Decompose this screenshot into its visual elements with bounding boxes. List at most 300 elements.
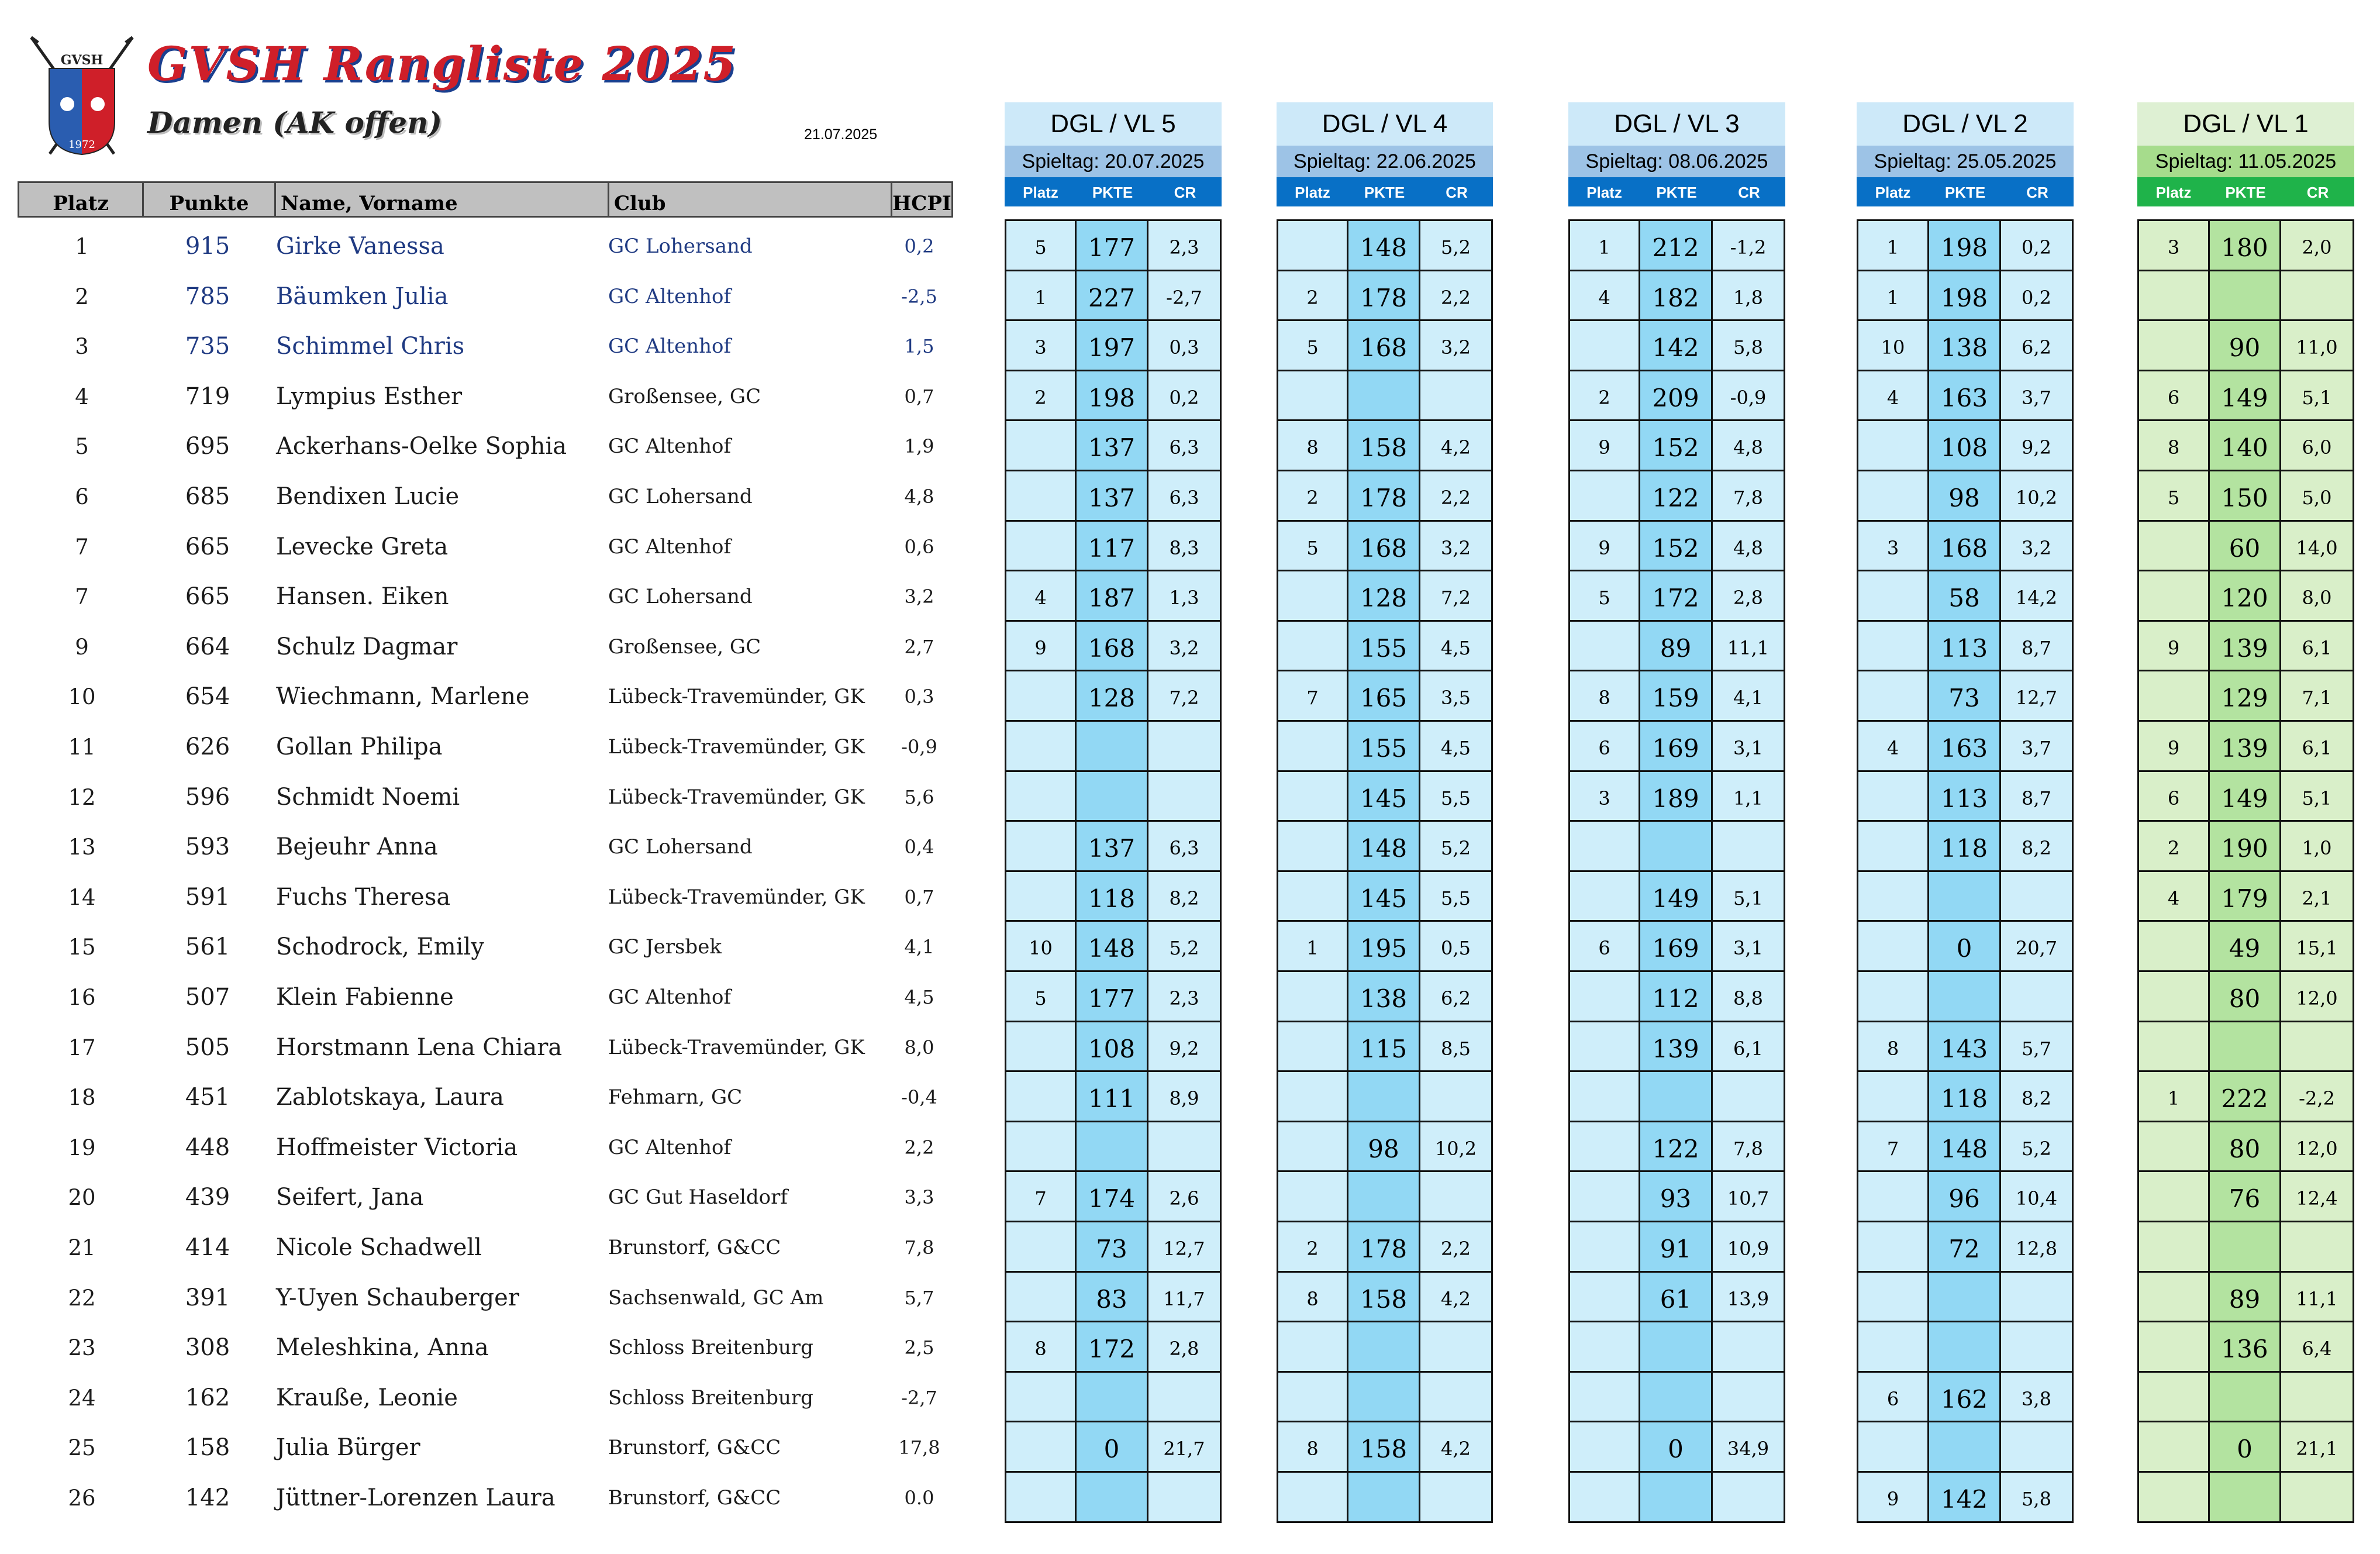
event-pkte-cell [2208, 1021, 2281, 1073]
rank-cell: 23 [68, 1335, 96, 1361]
points-cell: 391 [185, 1284, 230, 1311]
event-pkte-cell: 195 [1347, 920, 1420, 972]
event-pkte-cell: 168 [1927, 520, 2001, 572]
event-cr-cell: 6,0 [2279, 419, 2354, 471]
event-platz-cell [1005, 1021, 1077, 1073]
hcpi-cell: -0,9 [901, 736, 937, 758]
event-cr-cell: 14,2 [1999, 570, 2074, 622]
event-platz-cell [1277, 870, 1348, 922]
event-pkte-cell: 149 [2208, 370, 2281, 422]
points-cell: 439 [185, 1184, 230, 1211]
event-platz-cell [1857, 1070, 1929, 1122]
event-cr-cell: 11,1 [1711, 620, 1785, 672]
event-platz-cell: 4 [1568, 270, 1640, 322]
event-cr-cell: 1,0 [2279, 820, 2354, 872]
event-platz-cell: 9 [1005, 620, 1077, 672]
event-cr-cell: 2,1 [2279, 870, 2354, 922]
event-platz-cell: 8 [2137, 419, 2210, 471]
event-cr-cell: 8,3 [1147, 520, 1222, 572]
event-column-header: CR [1738, 184, 1760, 201]
event-pkte-cell: 80 [2208, 970, 2281, 1022]
player-name: Girke Vanessa [276, 233, 444, 260]
event-platz-cell: 5 [2137, 470, 2210, 522]
event-cr-cell: 1,1 [1711, 770, 1785, 822]
player-name: Wiechmann, Marlene [276, 683, 530, 711]
event-pkte-cell: 145 [1347, 870, 1420, 922]
club-name: GC Altenhof [608, 284, 732, 308]
player-name: Julia Bürger [276, 1434, 420, 1462]
event-cr-cell: 1,8 [1711, 270, 1785, 322]
event-cr-cell: 3,7 [1999, 370, 2074, 422]
column-header-hcpi: HCPI [892, 192, 951, 215]
event-pkte-cell: 128 [1075, 670, 1148, 722]
event-column-header: Platz [1875, 184, 1911, 201]
event-column-header: PKTE [1092, 184, 1133, 201]
event-column-header: CR [1174, 184, 1196, 201]
event-column-headers [2137, 177, 2354, 206]
event-cr-cell: 6,1 [2279, 720, 2354, 772]
event-platz-cell: 9 [2137, 720, 2210, 772]
event-column-header: PKTE [1944, 184, 1986, 201]
event-cr-cell: 5,1 [2279, 770, 2354, 822]
player-name: Bäumken Julia [276, 282, 449, 310]
event-platz-cell [2137, 1021, 2210, 1073]
event-cr-cell: -2,2 [2279, 1070, 2354, 1122]
event-platz-cell [1277, 1471, 1348, 1523]
event-pkte-cell: 76 [2208, 1170, 2281, 1222]
event-cr-cell: 11,1 [2279, 1271, 2354, 1323]
event-platz-cell [2137, 1271, 2210, 1323]
event-platz-cell [1277, 1321, 1348, 1373]
event-platz-cell [1005, 670, 1077, 722]
event-platz-cell [2137, 1121, 2210, 1173]
event-pkte-cell [1639, 1070, 1713, 1122]
event-pkte-cell: 93 [1639, 1170, 1713, 1222]
player-name: Bejeuhr Anna [276, 833, 438, 861]
hcpi-cell: 0,6 [904, 535, 934, 558]
player-name: Schodrock, Emily [276, 933, 484, 961]
event-platz-cell [1005, 419, 1077, 471]
event-platz-cell: 8 [1277, 419, 1348, 471]
event-platz-cell [1568, 1170, 1640, 1222]
points-cell: 665 [185, 583, 230, 611]
event-pkte-cell: 180 [2208, 219, 2281, 271]
event-cr-cell: 0,2 [1999, 219, 2074, 271]
event-pkte-cell: 98 [1347, 1121, 1420, 1173]
player-name: Y-Uyen Schauberger [276, 1284, 519, 1311]
event-platz-cell [1857, 620, 1929, 672]
event-cr-cell: 6,3 [1147, 820, 1222, 872]
event-platz-cell [1277, 770, 1348, 822]
event-pkte-cell: 145 [1347, 770, 1420, 822]
event-cr-cell: 7,1 [2279, 670, 2354, 722]
player-name: Gollan Philipa [276, 733, 443, 760]
event-platz-cell: 3 [1005, 319, 1077, 371]
event-column-headers [1857, 177, 2074, 206]
event-cr-cell: 8,0 [2279, 570, 2354, 622]
rank-cell: 21 [68, 1235, 96, 1260]
club-name: Lübeck-Travemünder, GK [608, 1035, 865, 1059]
event-platz-cell: 10 [1857, 319, 1929, 371]
event-cr-cell: 15,1 [2279, 920, 2354, 972]
event-pkte-cell: 174 [1075, 1170, 1148, 1222]
event-pkte-cell: 222 [2208, 1070, 2281, 1122]
event-cr-cell: 0,5 [1419, 920, 1493, 972]
event-cr-cell [1419, 1170, 1493, 1222]
event-cr-cell: 2,2 [1419, 1221, 1493, 1273]
event-platz-cell: 5 [1568, 570, 1640, 622]
event-cr-cell: 12,4 [2279, 1170, 2354, 1222]
report-date: 21.07.2025 [804, 126, 878, 143]
event-cr-cell: 5,2 [1999, 1121, 2074, 1173]
rank-cell: 26 [68, 1486, 96, 1511]
event-pkte-cell: 129 [2208, 670, 2281, 722]
points-cell: 591 [185, 883, 230, 911]
event-cr-cell: 7,8 [1711, 1121, 1785, 1173]
event-platz-cell [1568, 820, 1640, 872]
player-name: Jüttner-Lorenzen Laura [276, 1484, 556, 1511]
event-pkte-cell [1347, 1170, 1420, 1222]
event-column-header: PKTE [2225, 184, 2266, 201]
event-cr-cell: 5,7 [1999, 1021, 2074, 1073]
column-header-name: Name, Vorname [276, 183, 609, 216]
event-cr-cell: 3,2 [1419, 520, 1493, 572]
points-cell: 142 [185, 1484, 230, 1511]
event-date: Spieltag: 25.05.2025 [1857, 146, 2074, 177]
event-pkte-cell [2208, 270, 2281, 322]
event-platz-cell: 2 [1005, 370, 1077, 422]
event-platz-cell [1857, 1221, 1929, 1273]
player-name: Ackerhans-Oelke Sophia [276, 433, 567, 460]
hcpi-cell: 4,8 [904, 485, 934, 508]
rank-cell: 17 [68, 1035, 96, 1060]
event-platz-cell [1005, 520, 1077, 572]
event-pkte-cell [2208, 1471, 2281, 1523]
rank-cell: 12 [68, 784, 96, 810]
event-platz-cell [1857, 570, 1929, 622]
event-pkte-cell: 155 [1347, 620, 1420, 672]
event-pkte-cell [1927, 1421, 2001, 1473]
event-cr-cell: 14,0 [2279, 520, 2354, 572]
event-platz-cell: 7 [1857, 1121, 1929, 1173]
event-pkte-cell: 158 [1347, 1271, 1420, 1323]
event-pkte-cell [1927, 1321, 2001, 1373]
event-platz-cell [1857, 1421, 1929, 1473]
event-pkte-cell: 163 [1927, 370, 2001, 422]
event-pkte-cell: 155 [1347, 720, 1420, 772]
event-platz-cell [1277, 370, 1348, 422]
event-platz-cell: 1 [1568, 219, 1640, 271]
club-name: Großensee, GC [608, 384, 761, 408]
event-cr-cell [1147, 770, 1222, 822]
event-cr-cell: 10,2 [1419, 1121, 1493, 1173]
event-cr-cell: 12,7 [1147, 1221, 1222, 1273]
event-pkte-cell [1075, 720, 1148, 772]
event-platz-cell [1005, 870, 1077, 922]
event-pkte-cell: 113 [1927, 620, 2001, 672]
event-column-header: PKTE [1364, 184, 1405, 201]
hcpi-cell: 4,1 [904, 936, 934, 959]
event-platz-cell: 3 [1568, 770, 1640, 822]
event-pkte-cell [1639, 1371, 1713, 1423]
hcpi-cell: 0,3 [904, 685, 934, 708]
event-pkte-cell: 0 [1927, 920, 2001, 972]
event-cr-cell: 0,2 [1999, 270, 2074, 322]
event-pkte-cell: 187 [1075, 570, 1148, 622]
event-pkte-cell: 73 [1927, 670, 2001, 722]
event-cr-cell: 3,5 [1419, 670, 1493, 722]
event-cr-cell: 7,2 [1419, 570, 1493, 622]
hcpi-cell: 7,8 [904, 1236, 934, 1259]
event-title: DGL / VL 4 [1277, 102, 1493, 146]
points-cell: 414 [185, 1234, 230, 1261]
event-pkte-cell: 73 [1075, 1221, 1148, 1273]
event-cr-cell: 21,7 [1147, 1421, 1222, 1473]
event-cr-cell [2279, 270, 2354, 322]
event-pkte-cell [1639, 1321, 1713, 1373]
rank-cell: 3 [75, 334, 89, 360]
club-name: Lübeck-Travemünder, GK [608, 785, 865, 809]
event-cr-cell: 6,1 [2279, 620, 2354, 672]
event-pkte-cell: 152 [1639, 419, 1713, 471]
event-cr-cell: 5,8 [1711, 319, 1785, 371]
event-pkte-cell: 108 [1927, 419, 2001, 471]
event-cr-cell: 6,3 [1147, 419, 1222, 471]
event-platz-cell: 6 [2137, 370, 2210, 422]
points-cell: 451 [185, 1084, 230, 1111]
event-cr-cell: 20,7 [1999, 920, 2074, 972]
event-cr-cell: 8,2 [1999, 1070, 2074, 1122]
event-platz-cell: 4 [1857, 370, 1929, 422]
event-cr-cell: 4,2 [1419, 419, 1493, 471]
event-column-headers [1277, 177, 1493, 206]
points-cell: 719 [185, 383, 230, 410]
event-pkte-cell: 137 [1075, 419, 1148, 471]
points-cell: 505 [185, 1033, 230, 1061]
event-cr-cell: 8,7 [1999, 770, 2074, 822]
event-pkte-cell: 143 [1927, 1021, 2001, 1073]
points-cell: 665 [185, 533, 230, 560]
event-column-header: CR [2026, 184, 2048, 201]
event-pkte-cell: 118 [1927, 820, 2001, 872]
event-cr-cell: 8,9 [1147, 1070, 1222, 1122]
event-pkte-cell [1639, 1471, 1713, 1523]
points-cell: 785 [185, 282, 230, 310]
player-name: Horstmann Lena Chiara [276, 1033, 563, 1061]
hcpi-cell: 2,7 [904, 635, 934, 658]
player-name: Zablotskaya, Laura [276, 1084, 504, 1111]
points-cell: 735 [185, 333, 230, 360]
event-platz-cell [1277, 570, 1348, 622]
event-cr-cell: 5,2 [1147, 920, 1222, 972]
event-platz-cell: 1 [1857, 270, 1929, 322]
event-platz-cell [1857, 920, 1929, 972]
event-cr-cell: 4,8 [1711, 520, 1785, 572]
player-name: Klein Fabienne [276, 984, 454, 1011]
event-cr-cell: 5,1 [1711, 870, 1785, 922]
points-cell: 654 [185, 683, 230, 711]
points-cell: 664 [185, 633, 230, 660]
event-platz-cell [1005, 720, 1077, 772]
event-platz-cell [1005, 1421, 1077, 1473]
event-pkte-cell: 112 [1639, 970, 1713, 1022]
logo-text: GVSH [60, 53, 104, 68]
event-pkte-cell: 138 [1927, 319, 2001, 371]
event-platz-cell [1277, 970, 1348, 1022]
event-cr-cell: 4,5 [1419, 620, 1493, 672]
event-cr-cell [1419, 1321, 1493, 1373]
rank-cell: 20 [68, 1185, 96, 1211]
hcpi-cell: 3,2 [904, 585, 934, 608]
event-pkte-cell: 139 [1639, 1021, 1713, 1073]
event-cr-cell: 12,0 [2279, 970, 2354, 1022]
club-name: GC Altenhof [608, 335, 732, 359]
event-cr-cell [1147, 1121, 1222, 1173]
event-cr-cell: 7,8 [1711, 470, 1785, 522]
event-platz-cell: 6 [1568, 920, 1640, 972]
event-cr-cell: -0,9 [1711, 370, 1785, 422]
club-name: Lübeck-Travemünder, GK [608, 735, 865, 759]
event-pkte-cell [1639, 820, 1713, 872]
event-pkte-cell [1927, 870, 2001, 922]
event-cr-cell: 3,2 [1999, 520, 2074, 572]
event-platz-cell [1568, 1271, 1640, 1323]
club-name: Schloss Breitenburg [608, 1336, 813, 1360]
player-name: Fuchs Theresa [276, 883, 451, 911]
event-platz-cell [1005, 1371, 1077, 1423]
event-cr-cell: 3,1 [1711, 920, 1785, 972]
event-pkte-cell: 227 [1075, 270, 1148, 322]
event-cr-cell: 2,2 [1419, 470, 1493, 522]
event-platz-cell [1005, 1221, 1077, 1273]
event-platz-cell: 10 [1005, 920, 1077, 972]
event-cr-cell [1711, 820, 1785, 872]
event-pkte-cell [1347, 1471, 1420, 1523]
event-platz-cell: 5 [1277, 319, 1348, 371]
rank-cell: 16 [68, 985, 96, 1010]
event-pkte-cell: 148 [1075, 920, 1148, 972]
event-pkte-cell: 49 [2208, 920, 2281, 972]
event-cr-cell: 6,2 [1999, 319, 2074, 371]
event-cr-cell: 13,9 [1711, 1271, 1785, 1323]
event-platz-cell: 4 [2137, 870, 2210, 922]
event-platz-cell: 3 [1857, 520, 1929, 572]
club-name: Brunstorf, G&CC [608, 1486, 781, 1510]
event-column-header: Platz [2155, 184, 2192, 201]
event-platz-cell [1277, 1170, 1348, 1222]
rank-cell: 7 [75, 584, 89, 610]
event-column-header: Platz [1023, 184, 1058, 201]
event-pkte-cell [1075, 1371, 1148, 1423]
club-name: GC Gut Haseldorf [608, 1186, 788, 1210]
event-cr-cell: 10,4 [1999, 1170, 2074, 1222]
club-name: Lübeck-Travemünder, GK [608, 885, 865, 909]
event-platz-cell: 2 [1277, 1221, 1348, 1273]
club-name: Großensee, GC [608, 635, 761, 659]
club-name: GC Lohersand [608, 835, 753, 859]
event-pkte-cell: 178 [1347, 470, 1420, 522]
event-platz-cell [1568, 1371, 1640, 1423]
event-pkte-cell: 198 [1927, 270, 2001, 322]
event-cr-cell: 3,2 [1419, 319, 1493, 371]
event-pkte-cell: 122 [1639, 470, 1713, 522]
event-pkte-cell [2208, 1371, 2281, 1423]
event-platz-cell [1005, 1471, 1077, 1523]
event-pkte-cell [1347, 1070, 1420, 1122]
event-cr-cell: 0,2 [1147, 370, 1222, 422]
event-platz-cell [1277, 219, 1348, 271]
event-platz-cell: 5 [1005, 219, 1077, 271]
event-platz-cell [1568, 1421, 1640, 1473]
event-cr-cell: 6,2 [1419, 970, 1493, 1022]
event-pkte-cell: 137 [1075, 820, 1148, 872]
event-date: Spieltag: 11.05.2025 [2137, 146, 2354, 177]
event-platz-cell [2137, 970, 2210, 1022]
event-pkte-cell [1075, 1121, 1148, 1173]
club-name: GC Altenhof [608, 435, 732, 459]
event-pkte-cell: 178 [1347, 1221, 1420, 1273]
event-pkte-cell: 113 [1927, 770, 2001, 822]
event-pkte-cell: 163 [1927, 720, 2001, 772]
event-cr-cell: 5,1 [2279, 370, 2354, 422]
event-platz-cell [1857, 1170, 1929, 1222]
event-platz-cell [2137, 1421, 2210, 1473]
event-cr-cell: 9,2 [1147, 1021, 1222, 1073]
club-name: Sachsenwald, GC Am [608, 1286, 824, 1310]
hcpi-cell: 0,7 [904, 885, 934, 908]
event-platz-cell [1277, 720, 1348, 772]
rank-cell: 18 [68, 1085, 96, 1111]
event-platz-cell [2137, 670, 2210, 722]
event-cr-cell [1711, 1321, 1785, 1373]
event-platz-cell [1568, 470, 1640, 522]
event-cr-cell: 5,2 [1419, 820, 1493, 872]
event-cr-cell: -2,7 [1147, 270, 1222, 322]
event-pkte-cell: 190 [2208, 820, 2281, 872]
event-pkte-cell: 168 [1075, 620, 1148, 672]
hcpi-cell: 1,5 [904, 335, 934, 358]
event-column-headers [1568, 177, 1785, 206]
player-name: Meleshkina, Anna [276, 1334, 489, 1362]
event-pkte-cell: 158 [1347, 1421, 1420, 1473]
logo-year: 1972 [68, 139, 95, 151]
event-cr-cell: 12,7 [1999, 670, 2074, 722]
event-cr-cell: 4,1 [1711, 670, 1785, 722]
event-platz-cell [1568, 1021, 1640, 1073]
event-pkte-cell: 168 [1347, 520, 1420, 572]
event-cr-cell: 5,0 [2279, 470, 2354, 522]
event-pkte-cell: 179 [2208, 870, 2281, 922]
event-cr-cell: 2,2 [1419, 270, 1493, 322]
event-cr-cell [1419, 1471, 1493, 1523]
event-cr-cell: 12,0 [2279, 1121, 2354, 1173]
event-platz-cell [1005, 1070, 1077, 1122]
event-pkte-cell: 148 [1927, 1121, 2001, 1173]
event-pkte-cell [1075, 1471, 1148, 1523]
event-cr-cell [2279, 1371, 2354, 1423]
event-platz-cell: 6 [1857, 1371, 1929, 1423]
hcpi-cell: -2,7 [901, 1386, 937, 1409]
event-platz-cell: 2 [1277, 470, 1348, 522]
event-platz-cell: 9 [1857, 1471, 1929, 1523]
event-column-header: Platz [1295, 184, 1330, 201]
event-pkte-cell: 162 [1927, 1371, 2001, 1423]
club-name: Lübeck-Travemünder, GK [608, 685, 865, 709]
event-pkte-cell: 168 [1347, 319, 1420, 371]
event-cr-cell [1147, 1471, 1222, 1523]
event-platz-cell: 2 [1277, 270, 1348, 322]
event-pkte-cell [2208, 1221, 2281, 1273]
